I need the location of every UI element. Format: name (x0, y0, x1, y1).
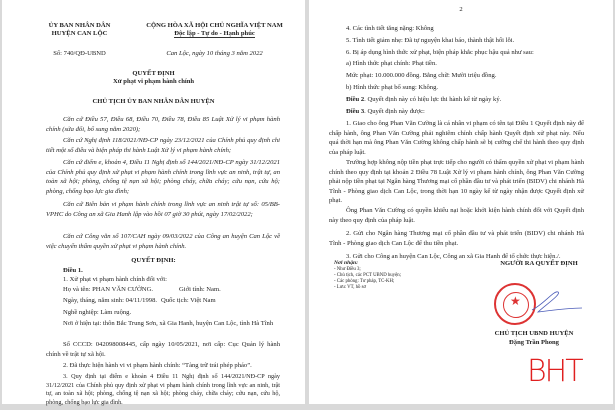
decision-title: QUYẾT ĐỊNH (132, 70, 175, 77)
detail-line: Mức phạt: 10.000.000 đồng. Bằng chữ: Mười triệu đồng. (346, 72, 497, 79)
item-1: 1. Xử phạt vi phạm hành chính đối với: (63, 276, 167, 283)
offender-id-card: Số CCCD: 042098008445, cấp ngày 10/05/2021, nơi cấp: Cục Quản lý hành chính về trật tự xã hội. (46, 341, 280, 358)
recipient: - Các phòng: Tư pháp, TC-KH; (334, 279, 395, 284)
decision-subtitle: Xử phạt vi phạm hành chính (112, 78, 195, 85)
legal-basis: Căn cứ Nghị định 118/2021/NĐ-CP ngày 23/12/2021 của Chính phủ quy định chi tiết một số điều và biện pháp thi hành Luật Xử lý vi phạm hành chính; (46, 137, 280, 154)
recipient: - Lưu: VT, hồ sơ (334, 285, 367, 290)
recipient: - Chủ tịch, các PCT UBND huyện; (334, 273, 401, 278)
decides-heading: QUYẾT ĐỊNH: (131, 257, 176, 264)
place-date: Can Lộc, ngày 10 tháng 3 năm 2022 (166, 50, 263, 57)
article-3-para: 1. Giao cho ông Phan Văn Cường là cá nhân vi phạm có tên tại Điều 1 Quyết định này để chấp hành, ông Phan Văn Cường phải nghiêm chỉnh chấp hành Quyết định xử phạt này. Nếu quá thời hạn mà ông Phan Văn Cường không chấp hành sẽ bị cưỡng chế thi hành theo quy định của pháp luật. (329, 120, 584, 156)
document-page-1 (2, 0, 305, 404)
page-number: 2 (459, 6, 463, 13)
detail-line: 6. Bị áp dụng hình thức xử phạt, biện pháp khắc phục hậu quả như sau: (346, 49, 534, 56)
document-page-2 (309, 0, 613, 404)
article-3-para: 3. Gửi cho Công an huyện Can Lộc, Công an xã Gia Hanh để tổ chức thực hiện./. (346, 253, 561, 260)
signer-position: CHỦ TỊCH UBND HUYỆN (494, 330, 574, 337)
detail-line: b) Hình thức phạt bổ sung: Không. (346, 84, 439, 91)
article-2: Điều 2. Quyết định này có hiệu lực thi hành kể từ ngày ký. (346, 96, 502, 103)
nation-line-2: Độc lập - Tự do - Hạnh phúc (174, 30, 255, 37)
detail-line: 5. Tình tiết giảm nhẹ: Đã tự nguyện khai báo, thành thật hối lỗi. (346, 37, 515, 44)
org-line-2: HUYỆN CAN LỘC (51, 30, 108, 37)
legal-basis: Căn cứ điểm e, khoản 4, Điều 11 Nghị định số 144/2021/NĐ-CP ngày 31/12/2021 của Chính phủ quy định xử phạt vi phạm hành chính trong lĩnh vực an ninh, trật tự, an toàn xã hội; phòng, chống tệ nạn xã hội; phòng cháy, chữa cháy; cứu nạn, cứu hộ; phòng, chống bạo lực gia đình; (46, 159, 280, 195)
article-3-para: 2. Gửi cho Ngân hàng Thương mại cổ phần đầu tư và phát triển (BIDV) chi nhánh Hà Tĩnh - Phòng giao dịch Can Lộc để thu tiền phạt. (329, 230, 584, 247)
recipient: - Như Điều 3; (334, 267, 361, 272)
official-seal-icon: ★ (494, 283, 536, 325)
offender-name: Họ và tên: PHAN VĂN CƯỜNG. (63, 286, 153, 293)
legal-basis: Căn cứ Biên bản vi phạm hành chính trong lĩnh vực an ninh trật tự số: 05/BB-VPHC do Công an xã Gia Hanh lập vào hồi 07 giờ 30 phút, ngày 17/02/2022; (46, 201, 280, 218)
signer-name: Đặng Trần Phong (509, 339, 559, 346)
article-3-para: Trường hợp không nộp tiền phạt trực tiếp cho người có thẩm quyền xử phạt vi phạm hành chính theo quy định tại khoản 2 Điều 78 Luật Xử lý vi phạm hành chính, ông Phan Văn Cường phải nộp tiền phạt tại Ngân hàng Thương mại cổ phần đầu tư và phát triển (BIDV) chi nhánh Hà Tĩnh - Phòng giao dịch Can Lộc, trong thời hạn 10 ngày kể từ ngày nhận được Quyết định xử phạt. (329, 159, 584, 205)
article-3: Điều 3. Quyết định này được: (346, 108, 425, 115)
recipients-title: Nơi nhận: (334, 260, 358, 266)
org-line-1: ỦY BAN NHÂN DÂN (48, 22, 111, 29)
item-3: 3. Quy định tại điểm e khoản 4 Điều 11 Nghị định số 144/2021/NĐ-CP ngày 31/12/2021 của Chính phủ quy định xử phạt vi phạm hành chính trong lĩnh vực an ninh, trật tự, an toàn xã hội; phòng, chống tệ nạn xã hội; phòng cháy, chữa cháy; cứu nạn, cứu hộ, phòng, chống bạo lực gia đình. (46, 373, 280, 406)
legal-basis: Căn cứ Công văn số 107/CAH ngày 09/03/2022 của Công an huyện Can Lộc về việc chuyển thẩm quyền xử phạt vi phạm hành chính. (46, 233, 280, 250)
bht-logo: BHT (527, 354, 582, 389)
document-number: Số: 740/QĐ-UBND (53, 50, 106, 57)
authority-heading: CHỦ TỊCH ỦY BAN NHÂN DÂN HUYỆN (92, 98, 215, 105)
detail-line: a) Hình thức phạt chính: Phạt tiền. (346, 60, 437, 67)
nation-line-1: CỘNG HÒA XÃ HỘI CHỦ NGHĨA VIỆT NAM (146, 22, 283, 29)
article-3-para: Ông Phan Văn Cường có quyền khiếu nại hoặc khởi kiện hành chính đối với Quyết định này theo quy định của pháp luật. (329, 207, 584, 224)
article-1-label: Điều 1. (63, 267, 83, 274)
offender-nationality: Quốc tịch: Việt Nam (161, 297, 216, 304)
offender-dob: Ngày, tháng, năm sinh: 04/11/1998. (63, 297, 158, 304)
detail-line: 4. Các tình tiết tăng nặng: Không (346, 25, 434, 32)
legal-basis: Căn cứ Điều 57, Điều 68, Điều 70, Điều 78, Điều 85 Luật Xử lý vi phạm hành chính (sửa đổi, bổ sung năm 2020); (46, 116, 280, 133)
signer-title: NGƯỜI RA QUYẾT ĐỊNH (500, 260, 578, 267)
offender-occupation: Nghề nghiệp: Làm ruộng. (63, 309, 132, 316)
signature-icon (524, 286, 584, 316)
offender-gender: Giới tính: Nam. (179, 286, 221, 293)
item-2: 2. Đã thực hiện hành vi vi phạm hành chính: “Tàng trữ trái phép pháo”. (63, 362, 252, 369)
offender-address: Nơi ở hiện tại: thôn Bắc Trung Sơn, xã Gia Hanh, huyện Can Lộc, tỉnh Hà Tĩnh (63, 320, 274, 327)
